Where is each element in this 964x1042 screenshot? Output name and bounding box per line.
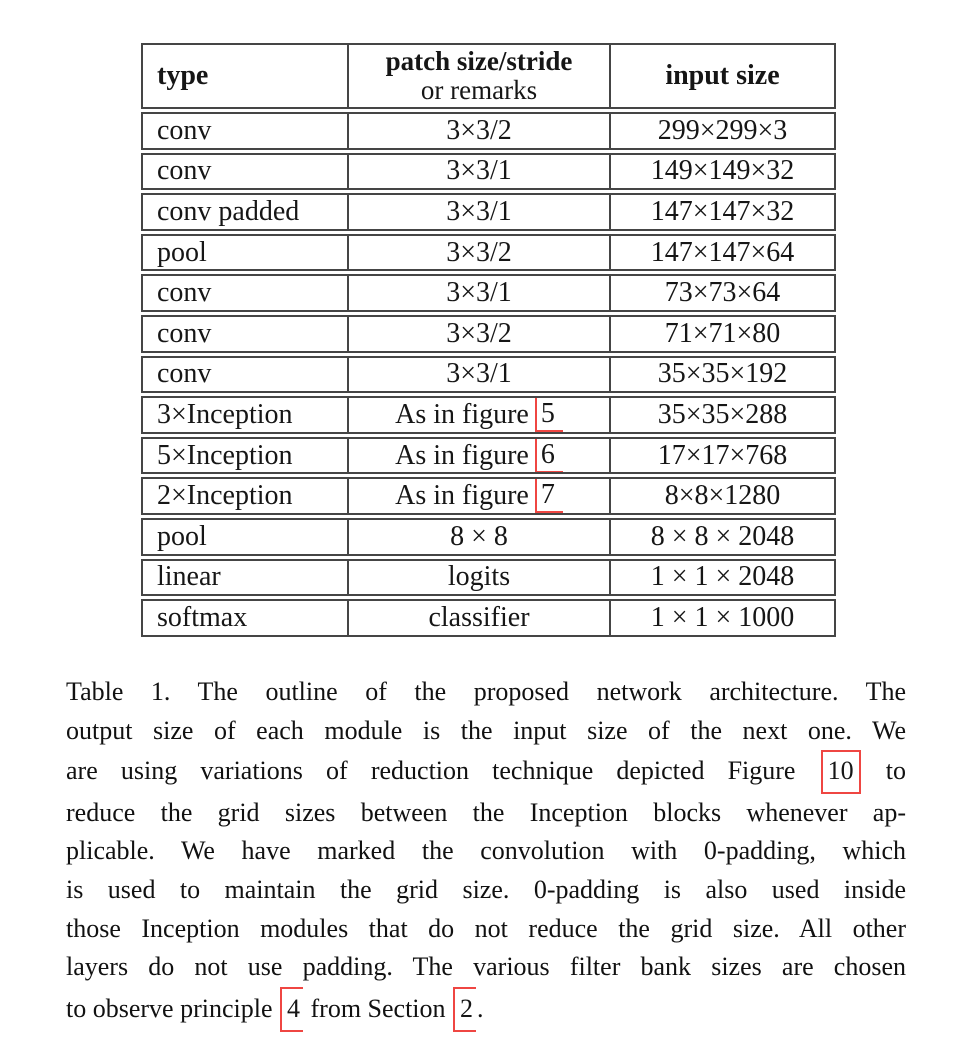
header-patch-line2: or remarks — [420, 75, 538, 105]
patch-cell: 8 × 8 — [347, 520, 611, 554]
type-cell: 3×Inception — [157, 398, 293, 430]
ref-link[interactable]: 7 — [535, 479, 563, 513]
input-cell: 147×147×64 — [650, 236, 795, 268]
caption-line: Table 1. The outline of the proposed network architecture. The — [66, 677, 906, 706]
table-caption — [66, 673, 906, 1032]
type-cell: conv — [157, 358, 212, 390]
type-cell: 2×Inception — [157, 480, 293, 512]
type-cell: pool — [157, 520, 207, 552]
table-row — [141, 599, 836, 637]
table-row — [141, 518, 836, 556]
patch-cell: As in figure 6 — [347, 439, 611, 473]
header-input-size: input size — [665, 60, 780, 91]
input-cell: 35×35×192 — [657, 358, 788, 390]
caption-line: is used to maintain the grid size. 0-padding is also used inside — [66, 874, 906, 904]
input-cell: 1 × 1 × 1000 — [650, 601, 795, 633]
patch-cell: As in figure 7 — [347, 479, 611, 513]
caption-line: layers do not use padding. The various filter bank sizes are chosen — [66, 952, 906, 982]
ref-link[interactable]: 6 — [535, 439, 563, 473]
input-cell: 1 × 1 × 2048 — [650, 561, 795, 593]
type-cell: pool — [157, 236, 207, 268]
input-cell: 17×17×768 — [657, 439, 788, 471]
table-row — [141, 559, 836, 597]
input-cell: 299×299×3 — [657, 114, 788, 146]
patch-cell: classifier — [347, 601, 611, 635]
ref-link[interactable]: 10 — [821, 750, 861, 794]
patch-cell: 3×3/1 — [347, 195, 611, 229]
patch-cell: 3×3/1 — [347, 358, 611, 392]
table-row — [141, 356, 836, 394]
table-row — [141, 274, 836, 312]
caption-line: plicable. We have marked the convolution with 0-padding, which — [66, 836, 906, 866]
input-cell: 149×149×32 — [650, 155, 795, 187]
header-patch-line1: patch size/stride — [385, 45, 573, 76]
table-row — [141, 234, 836, 272]
input-cell: 35×35×288 — [657, 398, 788, 430]
caption-line: those Inception modules that do not reduce the grid size. All other — [66, 913, 906, 943]
patch-cell: As in figure 5 — [347, 398, 611, 432]
type-cell: conv — [157, 155, 212, 187]
table-row — [141, 153, 836, 191]
caption-line: are using variations of reduction technique depicted Figure 10 to — [66, 750, 906, 794]
ref-link[interactable]: 2 — [453, 987, 476, 1033]
input-cell: 8×8×1280 — [664, 480, 781, 512]
input-cell: 73×73×64 — [664, 277, 781, 309]
type-cell: conv padded — [157, 195, 300, 227]
table-body — [141, 112, 836, 637]
table-header-row — [141, 43, 836, 109]
type-cell: softmax — [157, 601, 248, 633]
input-cell: 147×147×32 — [650, 195, 795, 227]
table-row — [141, 315, 836, 353]
caption-line: output size of each module is the input size of the next one. We — [66, 715, 906, 745]
table-row — [141, 396, 836, 434]
type-cell: linear — [157, 561, 221, 593]
patch-cell: logits — [347, 561, 611, 595]
header-type: type — [157, 60, 209, 91]
type-cell: conv — [157, 114, 212, 146]
table-row — [141, 112, 836, 150]
caption-line: reduce the grid sizes between the Inception blocks whenever ap- — [66, 797, 906, 827]
patch-cell: 3×3/2 — [347, 114, 611, 148]
table-row — [141, 437, 836, 475]
type-cell: 5×Inception — [157, 439, 293, 471]
architecture-table — [141, 43, 836, 637]
patch-cell: 3×3/1 — [347, 155, 611, 189]
caption-line: to observe principle 4 from Section 2 . — [66, 987, 906, 1033]
patch-cell: 3×3/2 — [347, 317, 611, 351]
ref-link[interactable]: 4 — [280, 987, 303, 1033]
header-patch-size — [347, 45, 611, 107]
table-row — [141, 193, 836, 231]
table-row — [141, 477, 836, 515]
type-cell: conv — [157, 277, 212, 309]
input-cell: 71×71×80 — [664, 317, 781, 349]
input-cell: 8 × 8 × 2048 — [650, 520, 795, 552]
patch-cell: 3×3/2 — [347, 236, 611, 270]
ref-link[interactable]: 5 — [535, 398, 563, 432]
type-cell: conv — [157, 317, 212, 349]
patch-cell: 3×3/1 — [347, 276, 611, 310]
